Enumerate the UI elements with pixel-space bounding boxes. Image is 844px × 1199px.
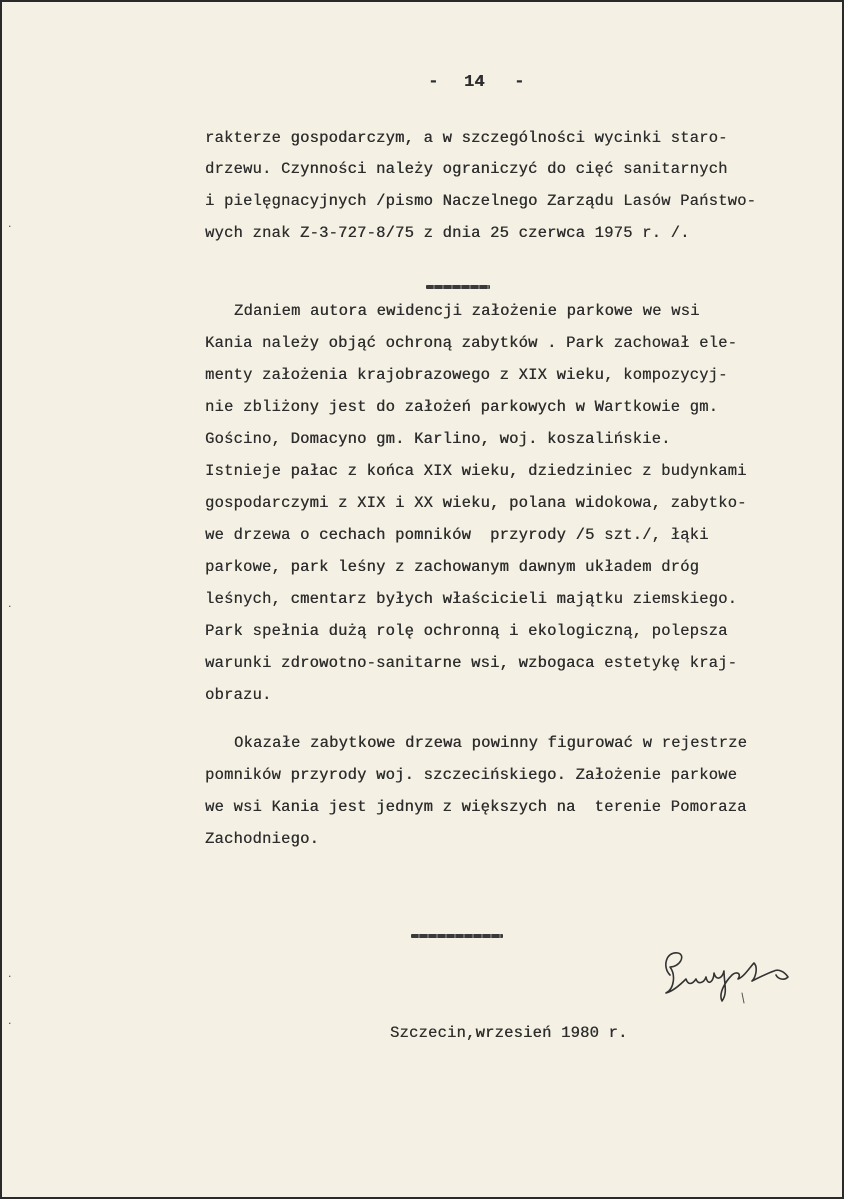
place-date-line: Szczecin,wrzesień 1980 r. — [390, 1024, 628, 1042]
section-divider — [426, 285, 490, 289]
text-line: leśnych, cmentarz byłych właścicieli majątku ziemskiego. — [205, 590, 738, 608]
scan-margin-mark: · — [8, 220, 12, 233]
text-line: drzewu. Czynności należy ograniczyć do cięć sanitarnych — [205, 160, 728, 178]
scan-margin-mark: · — [8, 970, 12, 983]
text-line: Park spełnia dużą rolę ochronną i ekologiczną, polepsza — [205, 622, 728, 640]
text-line: nie zbliżony jest do założeń parkowych w Wartkowie gm. — [205, 398, 719, 416]
text-line: Zachodniego. — [205, 830, 320, 848]
scan-margin-mark: · — [8, 600, 12, 613]
text-line: we wsi Kania jest jednym z większych na terenie Pomoraza — [205, 798, 747, 816]
text-line: warunki zdrowotno-sanitarne wsi, wzbogaca estetykę kraj- — [205, 654, 738, 672]
text-line: we drzewa o cechach pomników przyrody /5 szt./, łąki — [205, 526, 709, 544]
text-line: Zdaniem autora ewidencji założenie parkowe we wsi — [234, 302, 700, 320]
scan-margin-mark: · — [8, 1017, 12, 1030]
text-line: pomników przyrody woj. szczecińskiego. Założenie parkowe — [205, 766, 738, 784]
handwritten-signature — [652, 937, 802, 1007]
page-number-dash-right: - — [514, 72, 525, 92]
text-line: parkowe, park leśny z zachowanym dawnym układem dróg — [205, 558, 700, 576]
page-number: 14 — [464, 73, 485, 92]
text-line: Gościno, Domacyno gm. Karlino, woj. koszalińskie. — [205, 430, 671, 448]
text-line: menty założenia krajobrazowego z XIX wieku, kompozycyj- — [205, 366, 728, 384]
text-line: rakterze gospodarczym, a w szczególności wycinki staro- — [205, 129, 728, 147]
page-number-dash-left: - — [428, 72, 439, 92]
text-line: wych znak Z-3-727-8/75 z dnia 25 czerwca 1975 r. /. — [205, 224, 690, 242]
section-divider — [411, 934, 503, 938]
text-line: Kania należy objąć ochroną zabytków . Park zachował ele- — [205, 334, 738, 352]
text-line: i pielęgnacyjnych /pismo Naczelnego Zarządu Lasów Państwo- — [205, 192, 757, 210]
text-line: Istnieje pałac z końca XIX wieku, dziedziniec z budynkami — [205, 462, 747, 480]
text-line: obrazu. — [205, 686, 272, 704]
text-line: Okazałe zabytkowe drzewa powinny figurować w rejestrze — [234, 734, 748, 752]
text-line: gospodarczymi z XIX i XX wieku, polana widokowa, zabytko- — [205, 494, 747, 512]
